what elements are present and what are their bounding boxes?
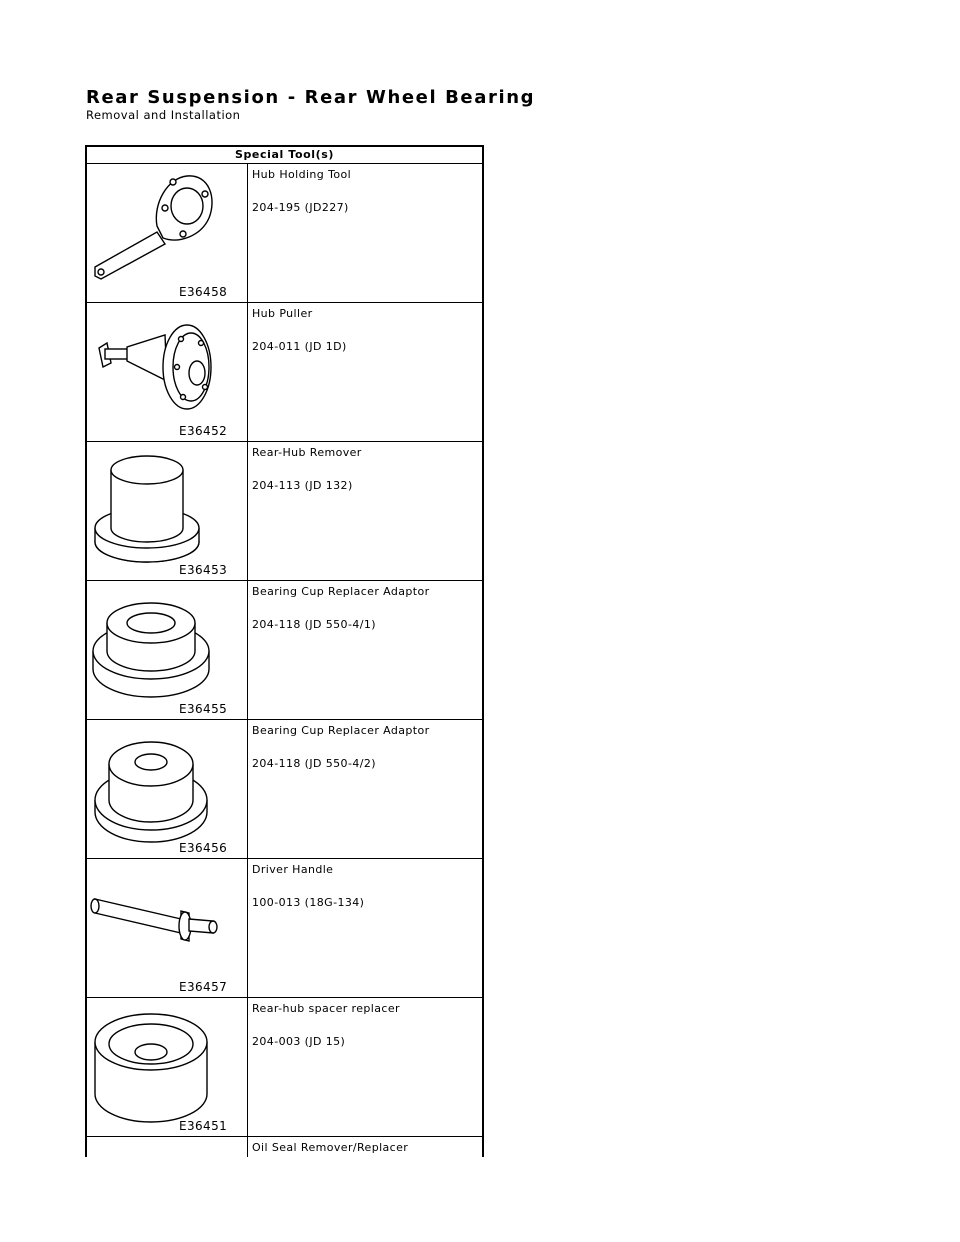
tool-text-cell: [248, 164, 351, 302]
bearing-cup-adaptor-icon: [87, 720, 247, 858]
tool-text-cell: [248, 1137, 408, 1157]
page-subtitle: Removal and Installation: [86, 108, 241, 122]
table-heading: Special Tool(s): [87, 147, 482, 164]
tool-image-cell: [87, 720, 248, 858]
bearing-cup-adaptor-icon: [87, 581, 247, 719]
tool-row: [87, 581, 482, 720]
rear-hub-remover-icon: [87, 442, 247, 580]
tool-image-cell: [87, 581, 248, 719]
tool-image-cell: [87, 442, 248, 580]
tool-name: Hub Holding Tool: [252, 168, 352, 181]
tool-row: [87, 164, 482, 303]
tool-image-cell: [87, 859, 248, 997]
tool-name: Oil Seal Remover/Replacer: [252, 1141, 409, 1154]
tool-name: Bearing Cup Replacer Adaptor: [252, 585, 430, 598]
tool-image-cell: [87, 1137, 248, 1157]
figure-code: E36453: [179, 563, 228, 577]
tool-number: 204-113 (JD 132): [252, 479, 353, 492]
tool-text-cell: [248, 998, 400, 1136]
tool-text-cell: [248, 720, 430, 858]
tool-number: 204-003 (JD 15): [252, 1035, 346, 1048]
tool-text-cell: [248, 303, 347, 441]
figure-code: E36457: [179, 980, 228, 994]
tool-row: [87, 720, 482, 859]
tool-name: Driver Handle: [252, 863, 334, 876]
tool-number: 204-195 (JD227): [252, 201, 349, 214]
tool-image-cell: [87, 303, 248, 441]
tool-name: Bearing Cup Replacer Adaptor: [252, 724, 430, 737]
tool-text-cell: [248, 581, 430, 719]
figure-code: E36452: [179, 424, 228, 438]
page-title: Rear Suspension - Rear Wheel Bearing: [86, 87, 536, 108]
hub-holding-tool-icon: [87, 164, 247, 302]
tool-row: [87, 859, 482, 998]
tool-text-cell: [248, 859, 364, 997]
figure-code: E36451: [179, 1119, 228, 1133]
figure-code: E36456: [179, 841, 228, 855]
hub-puller-icon: [87, 303, 247, 441]
tool-number: 204-011 (JD 1D): [252, 340, 347, 353]
figure-code: E36458: [179, 285, 228, 299]
tool-name: Rear-hub spacer replacer: [252, 1002, 400, 1015]
spacer-replacer-icon: [87, 998, 247, 1136]
tool-row: [87, 442, 482, 581]
tool-name: Rear-Hub Remover: [252, 446, 362, 459]
tool-row: [87, 303, 482, 442]
driver-handle-icon: [87, 859, 247, 997]
tool-text-cell: [248, 442, 362, 580]
tool-row: [87, 1137, 482, 1157]
tool-number: 204-118 (JD 550-4/2): [252, 757, 376, 770]
tool-name: Hub Puller: [252, 307, 313, 320]
tool-row: [87, 998, 482, 1137]
tool-image-cell: [87, 998, 248, 1136]
figure-code: E36455: [179, 702, 228, 716]
tool-number: 204-118 (JD 550-4/1): [252, 618, 376, 631]
tool-number: 100-013 (18G-134): [252, 896, 365, 909]
tool-image-cell: [87, 164, 248, 302]
special-tools-table: [85, 145, 484, 1157]
